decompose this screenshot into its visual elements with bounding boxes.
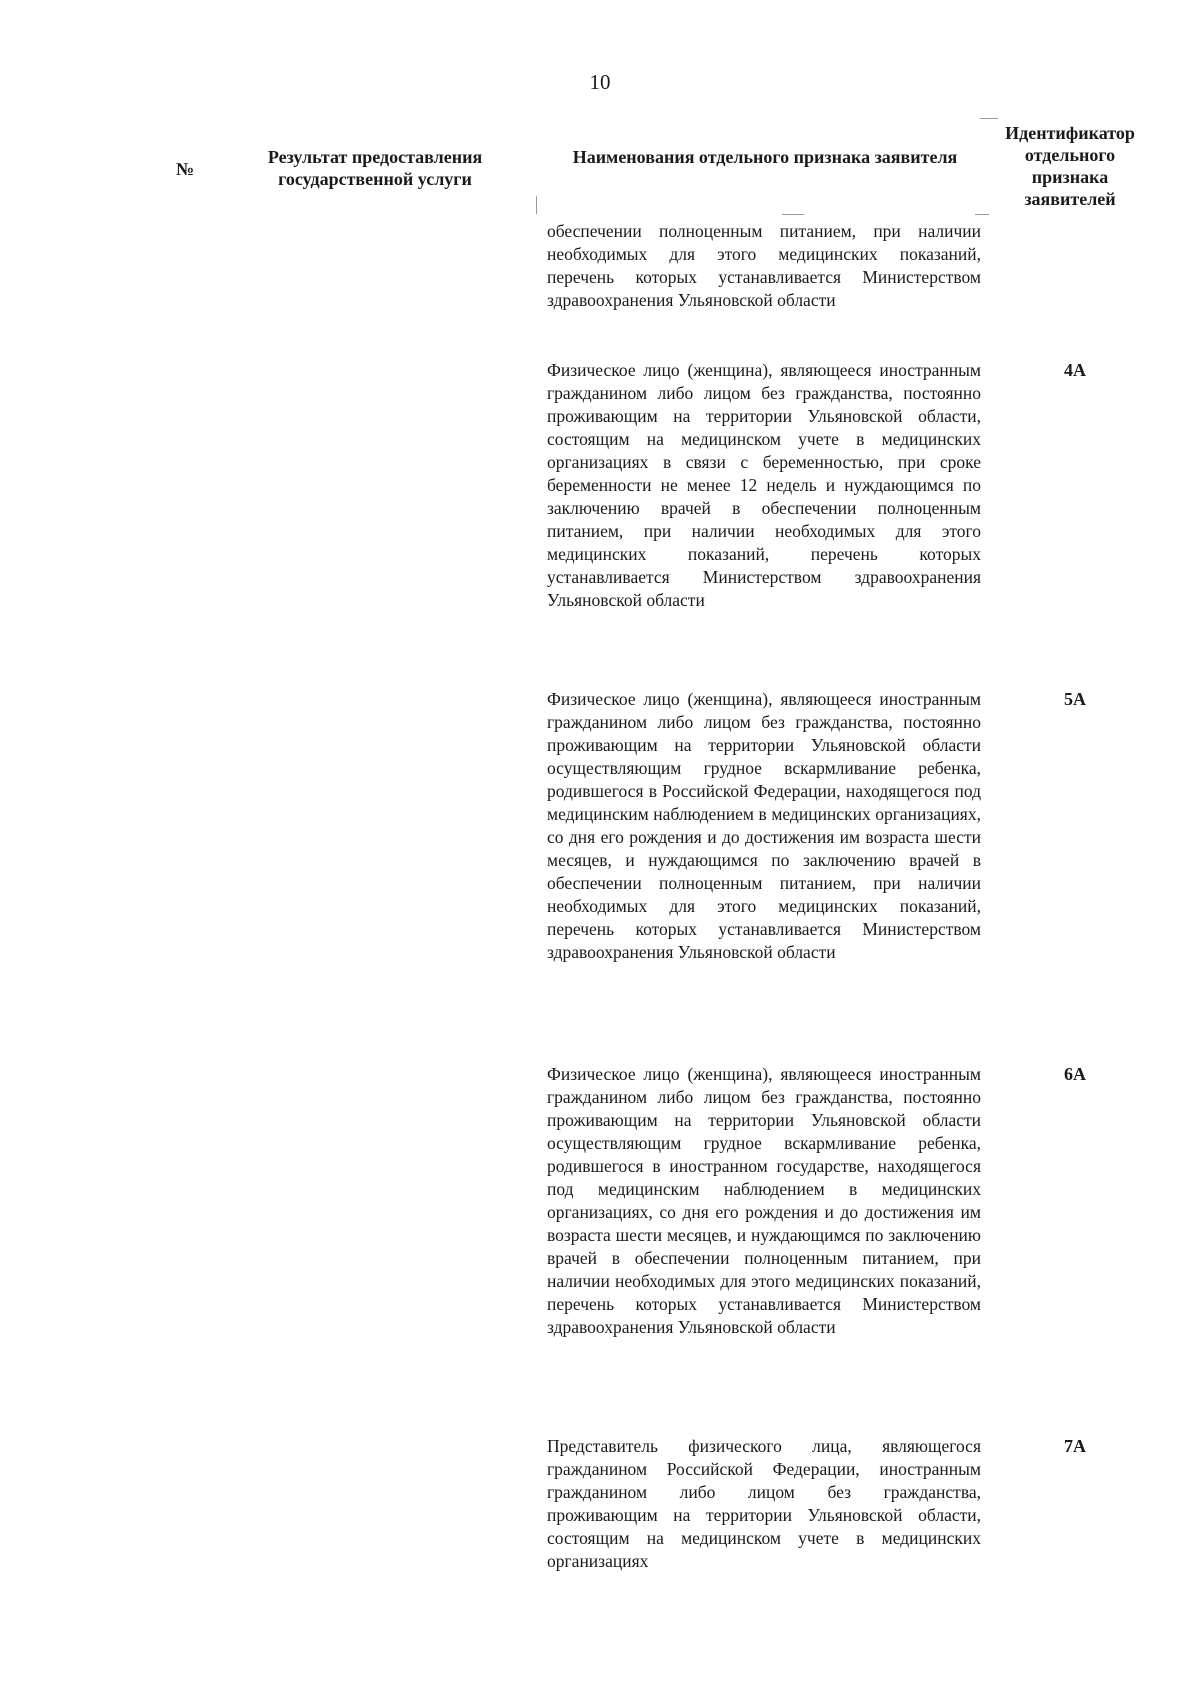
column-header-number: № [175, 159, 195, 179]
attribute-identifier: 7А [1064, 1436, 1086, 1456]
attribute-identifier: 4А [1064, 360, 1086, 380]
page-number: 10 [589, 70, 611, 94]
attribute-identifier: 6А [1064, 1064, 1086, 1084]
column-header-attribute-identifier: Идентификатор отдельного признака заявителей [1005, 123, 1135, 209]
applicant-attribute-description: обеспечении полноценным питанием, при наличии необходимых для этого медицинских показаний, перечень которых устанавливается Министерством здравоохранения Ульяновской области [547, 221, 981, 310]
applicant-attribute-description: Физическое лицо (женщина), являющееся иностранным гражданином либо лицом без гражданства, постоянно проживающим на территории Ульяновской области осуществляющим грудное вскармливание ребенка, родившегося в Российской Федерации, находящегося под медицинским наблюдением в медицинских организациях, со дня его рождения и до достижения им возраста шести месяцев, и нуждающимся по заключению врачей в обеспечении полноценным питанием, при наличии необходимых для этого медицинских показаний, перечень которых устанавливается Министерством здравоохранения Ульяновской области [547, 689, 981, 962]
attribute-identifier: 5А [1064, 689, 1086, 709]
column-header-result: Результат предоставления государственной услуги [267, 147, 483, 189]
applicant-attribute-description: Представитель физического лица, являющегося гражданином Российской Федерации, иностранным гражданином либо лицом без гражданства, проживающим на территории Ульяновской области, состоящим на медицинском учете в медицинских организациях [547, 1436, 981, 1571]
scan-artifact [975, 214, 989, 215]
scan-artifact [536, 196, 537, 214]
applicant-attribute-description: Физическое лицо (женщина), являющееся иностранным гражданином либо лицом без гражданства, постоянно проживающим на территории Ульяновской области осуществляющим грудное вскармливание ребенка, родившегося в иностранном государстве, находящегося под медицинским наблюдением в медицинских организациях, со дня его рождения и до достижения им возраста шести месяцев, и нуждающимся по заключению врачей в обеспечении полноценным питанием, при наличии необходимых для этого медицинских показаний, перечень которых устанавливается Министерством здравоохранения Ульяновской области [547, 1064, 981, 1337]
scan-artifact [782, 214, 804, 215]
applicant-attribute-description: Физическое лицо (женщина), являющееся иностранным гражданином либо лицом без гражданства, постоянно проживающим на территории Ульяновской области, состоящим на медицинском учете в медицинских организациях в связи с беременностью, при сроке беременности не менее 12 недель и нуждающимся по заключению врачей в обеспечении полноценным питанием, при наличии необходимых для этого медицинских показаний, перечень которых устанавливается Министерством здравоохранения Ульяновской области [547, 360, 981, 610]
scan-artifact [980, 118, 998, 119]
column-header-applicant-attribute-name: Наименования отдельного признака заявителя [572, 147, 958, 167]
